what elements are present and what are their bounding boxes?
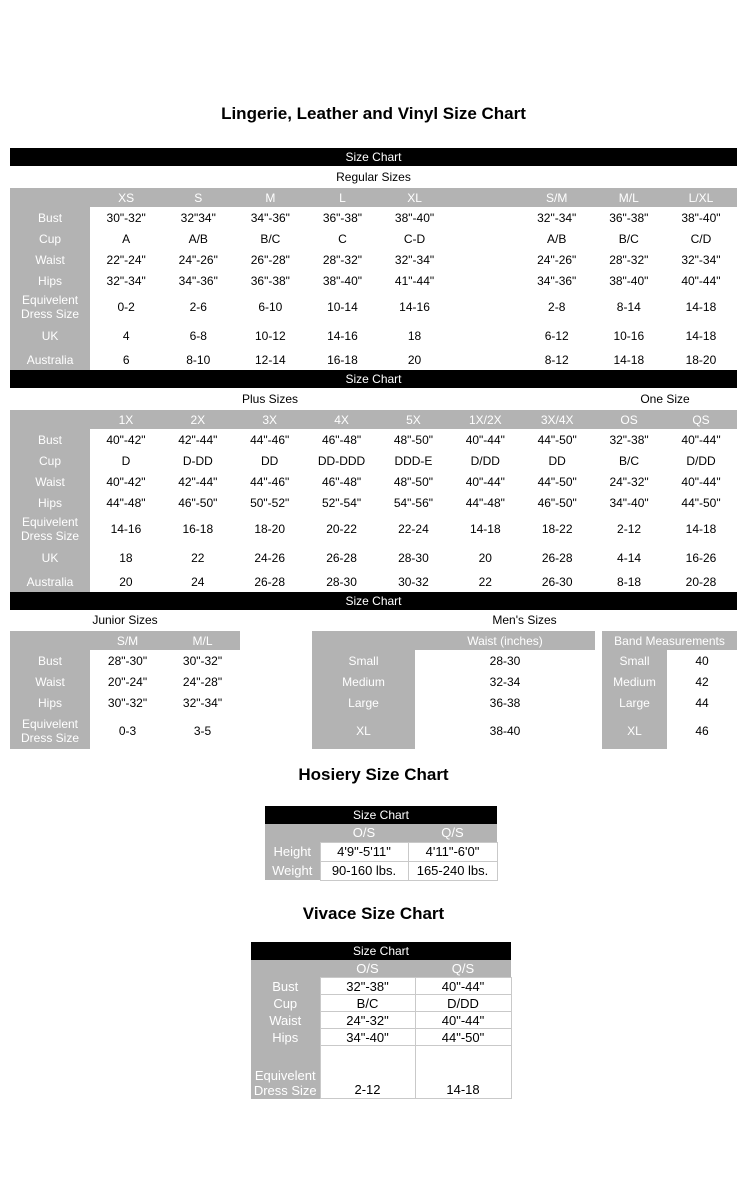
table-row	[265, 861, 497, 880]
table-row	[251, 1012, 511, 1029]
cell: 32"-34"	[537, 210, 577, 225]
size-chart-bar-regular: Size Chart	[10, 148, 737, 166]
cell: B/C	[260, 231, 281, 246]
row-label: XL	[312, 713, 415, 749]
column-header: Q/S	[415, 960, 511, 978]
size-chart-bar-plus: Size Chart	[10, 370, 737, 388]
cell: 44"-50"	[681, 495, 721, 510]
cell: B/C	[618, 231, 639, 246]
section-gap	[595, 692, 602, 713]
cell: 0-3	[118, 724, 137, 738]
cell: 48"-50"	[393, 474, 434, 489]
cell: 24"-26"	[537, 252, 577, 267]
table-row	[10, 291, 737, 323]
cell: 24"-32"	[609, 474, 649, 489]
section-gap	[595, 713, 602, 749]
gap-cell	[451, 349, 521, 370]
cell: 20	[119, 574, 133, 589]
column-header: S/M	[521, 188, 593, 207]
cell: 28-30	[489, 653, 521, 668]
cell: 26"-28"	[250, 252, 290, 267]
cell: A	[122, 231, 131, 246]
cell: A/B	[188, 231, 208, 246]
cell: 30-32	[398, 574, 429, 589]
gap-cell	[451, 249, 521, 270]
cell: 30"-32"	[182, 653, 223, 668]
cell: 24-26	[254, 551, 286, 565]
cell: 165-240 lbs.	[408, 861, 497, 880]
cell: 14-16	[110, 522, 142, 536]
column-header: Waist (inches)	[415, 631, 595, 650]
row-label: Australia	[10, 349, 90, 370]
column-header: 5X	[378, 410, 450, 429]
table-row	[265, 842, 497, 861]
column-header: XS	[90, 188, 162, 207]
header-row	[10, 410, 737, 429]
cell: 46"-48"	[321, 432, 362, 447]
plus-sizes-table	[10, 410, 737, 592]
table-row	[10, 228, 737, 249]
table-row	[10, 650, 240, 671]
cell: 14-16	[327, 329, 358, 343]
cell: 0-2	[117, 300, 135, 314]
cell: 14-18	[685, 522, 717, 536]
cell: 42"-44"	[178, 432, 218, 447]
row-label: Medium	[602, 671, 667, 692]
cell: 18-22	[541, 522, 573, 536]
table-row	[10, 270, 737, 291]
cell: C/D	[690, 231, 712, 246]
cell: 8-14	[616, 300, 641, 314]
row-label: Small	[602, 650, 667, 671]
cell: 44	[695, 695, 709, 710]
cell: 40"-42"	[106, 474, 146, 489]
table-row	[10, 207, 737, 228]
cell: 14-16	[399, 300, 430, 314]
cell: 34"-40"	[609, 495, 649, 510]
column-header: Band Measurements	[602, 631, 737, 650]
cell: 26-28	[254, 574, 286, 589]
column-header: M	[234, 188, 306, 207]
cell: 8-12	[544, 352, 569, 367]
gap-cell	[451, 323, 521, 349]
row-label: Australia	[10, 571, 90, 592]
cell: 40"-44"	[465, 432, 505, 447]
cell: 36"-38"	[250, 273, 290, 288]
row-label: Cup	[10, 450, 90, 471]
row-label: Waist	[10, 671, 90, 692]
cell: 40"-44"	[415, 978, 511, 995]
column-header: L	[306, 188, 378, 207]
junior-sizes-table	[10, 631, 240, 749]
row-label: Bust	[251, 978, 320, 995]
table-row	[312, 713, 737, 749]
cell: 20	[407, 352, 422, 367]
cell: 44"-50"	[537, 432, 577, 447]
row-label: Height	[265, 842, 320, 861]
row-label: Equivelent Dress Size	[10, 513, 90, 545]
cell: 38"-40"	[681, 210, 721, 225]
plus-sizes-heading: Plus Sizes	[241, 392, 299, 406]
cell: 2-12	[320, 1046, 415, 1099]
cell: 30"-32"	[107, 695, 148, 710]
vivace-title: Vivace Size Chart	[302, 903, 445, 923]
row-label: Hips	[10, 492, 90, 513]
cell: B/C	[619, 453, 640, 468]
column-header: O/S	[320, 824, 408, 842]
one-size-heading: One Size	[640, 392, 690, 406]
cell: 6-8	[189, 329, 207, 343]
table-row	[312, 650, 737, 671]
cell: 10-12	[254, 329, 286, 343]
cell: 14-18	[685, 329, 717, 343]
table-row	[10, 429, 737, 450]
cell: 14-18	[469, 522, 501, 536]
cell: 54"-56"	[393, 495, 434, 510]
cell: B/C	[320, 995, 415, 1012]
cell: 46	[695, 724, 709, 738]
row-label: Equivelent Dress Size	[251, 1046, 320, 1099]
cell: D/DD	[415, 995, 511, 1012]
gap-cell	[451, 228, 521, 249]
column-header: Q/S	[408, 824, 497, 842]
gap-cell	[451, 270, 521, 291]
cell: 14-18	[613, 352, 645, 367]
cell: 48"-50"	[393, 432, 434, 447]
table-row	[251, 1046, 511, 1099]
cell: 32"-38"	[320, 978, 415, 995]
cell: 40"-44"	[681, 474, 721, 489]
table-row	[10, 492, 737, 513]
cell: 32"-38"	[609, 432, 649, 447]
column-header: 2X	[162, 410, 234, 429]
cell: 3-5	[193, 724, 212, 738]
cell: 2-8	[548, 300, 566, 314]
cell: 26-28	[541, 551, 573, 565]
row-label: XL	[602, 713, 667, 749]
cell: 20	[478, 551, 492, 565]
cell: 28"-30"	[107, 653, 148, 668]
row-label: UK	[10, 545, 90, 571]
column-header: S	[162, 188, 234, 207]
cell: 28-30	[326, 574, 357, 589]
cell: 6-12	[544, 329, 569, 343]
cell: 18-20	[685, 352, 717, 367]
column-header: XL	[378, 188, 450, 207]
row-label: Waist	[10, 471, 90, 492]
column-header: 4X	[306, 410, 378, 429]
size-chart-bar-junior-mens: Size Chart	[10, 592, 737, 610]
section-gap	[595, 631, 602, 650]
row-label: Large	[602, 692, 667, 713]
cell: 30"-32"	[106, 210, 146, 225]
cell: 4'11"-6'0"	[408, 842, 497, 861]
cell: D/DD	[686, 453, 716, 468]
header-row	[251, 960, 511, 978]
cell: 36-38	[489, 695, 521, 710]
cell: 20-22	[326, 522, 357, 536]
cell: 28"-32"	[322, 252, 363, 267]
header-row	[10, 188, 737, 207]
row-label: UK	[10, 323, 90, 349]
cell: 40"-44"	[681, 273, 721, 288]
cell: 42"-44"	[178, 474, 218, 489]
column-header: 1X/2X	[449, 410, 521, 429]
cell: 24	[191, 574, 205, 589]
cell: 18-20	[254, 522, 286, 536]
cell: 18	[119, 551, 133, 565]
hosiery-table	[265, 824, 498, 881]
cell: D-DD	[182, 453, 213, 468]
header-row	[10, 631, 240, 650]
cell: DD	[548, 453, 566, 468]
cell: 32"-34"	[106, 273, 146, 288]
table-row	[10, 471, 737, 492]
cell: 4'9"-5'11"	[320, 842, 408, 861]
cell: DD	[261, 453, 279, 468]
gap-header-cell	[451, 188, 521, 207]
table-row	[10, 571, 737, 592]
column-header: 3X	[234, 410, 306, 429]
column-header: 3X/4X	[521, 410, 593, 429]
cell: 22	[478, 574, 492, 589]
cell: D	[121, 453, 131, 468]
cell: 2-6	[189, 300, 207, 314]
cell: 24"-26"	[178, 252, 218, 267]
regular-sizes-table	[10, 188, 737, 370]
column-header: M/L	[165, 631, 240, 650]
table-row	[312, 671, 737, 692]
cell: 90-160 lbs.	[320, 861, 408, 880]
cell: 42	[695, 674, 709, 689]
cell: 4	[122, 329, 130, 343]
cell: 20"-24"	[107, 674, 148, 689]
cell: 36"-38"	[609, 210, 649, 225]
cell: 28-30	[398, 551, 429, 565]
junior-mens-headings	[10, 610, 737, 631]
column-header: 1X	[90, 410, 162, 429]
cell: 38"-40"	[394, 210, 435, 225]
table-row	[10, 713, 240, 749]
column-header: L/XL	[665, 188, 737, 207]
regular-sizes-heading: Regular Sizes	[336, 170, 411, 184]
cell: 40"-44"	[415, 1012, 511, 1029]
cell: 32"34"	[180, 210, 216, 225]
cell: 16-18	[182, 522, 214, 536]
cell: 10-14	[327, 300, 358, 314]
header-spacer	[265, 824, 320, 842]
cell: 40	[695, 653, 709, 668]
cell: 44"-50"	[415, 1029, 511, 1046]
row-label: Hips	[10, 692, 90, 713]
gap-cell	[451, 207, 521, 228]
cell: 40"-44"	[465, 474, 505, 489]
cell: 16-18	[327, 352, 358, 367]
mens-sizes-table	[312, 631, 737, 749]
cell: 44"-48"	[106, 495, 146, 510]
row-label: Cup	[10, 228, 90, 249]
row-label: Bust	[10, 207, 90, 228]
row-label: Cup	[251, 995, 320, 1012]
cell: 10-16	[613, 329, 645, 343]
cell: 46"-50"	[537, 495, 577, 510]
row-label: Hips	[251, 1029, 320, 1046]
cell: 6	[122, 352, 130, 367]
junior-sizes-heading: Junior Sizes	[92, 613, 158, 627]
plus-one-size-headings	[10, 388, 737, 410]
cell: 24"-32"	[320, 1012, 415, 1029]
header-spacer	[10, 410, 90, 429]
row-label: Small	[312, 650, 415, 671]
cell: 6-10	[258, 300, 283, 314]
cell: 40"-44"	[681, 432, 721, 447]
cell: 46"-50"	[178, 495, 218, 510]
header-spacer	[312, 631, 415, 650]
table-row	[10, 671, 240, 692]
row-label: Hips	[10, 270, 90, 291]
cell: 22-24	[398, 522, 429, 536]
row-label: Bust	[10, 429, 90, 450]
table-row	[10, 513, 737, 545]
row-label: Medium	[312, 671, 415, 692]
cell: 44"-46"	[250, 474, 290, 489]
cell: 28"-32"	[609, 252, 649, 267]
cell: 32"-34"	[681, 252, 721, 267]
header-row	[312, 631, 737, 650]
junior-mens-tables	[10, 631, 737, 749]
cell: 2-12	[617, 522, 642, 536]
cell: 20-28	[685, 574, 717, 589]
cell: 16-26	[685, 551, 717, 565]
cell: 24"-28"	[182, 674, 223, 689]
cell: 34"-36"	[537, 273, 577, 288]
cell: 8-18	[617, 574, 642, 589]
gap-cell	[451, 291, 521, 323]
table-row	[251, 978, 511, 995]
section-gap	[595, 650, 602, 671]
column-header: S/M	[90, 631, 165, 650]
header-row	[265, 824, 497, 842]
cell: DDD-E	[394, 453, 433, 468]
cell: 26-30	[541, 574, 573, 589]
column-header: QS	[665, 410, 737, 429]
cell: 22"-24"	[106, 252, 146, 267]
row-label: Bust	[10, 650, 90, 671]
row-label: Equivelent Dress Size	[10, 291, 90, 323]
cell: 34"-36"	[250, 210, 290, 225]
size-chart-bar-vivace: Size Chart	[251, 942, 511, 960]
row-label: Weight	[265, 861, 320, 880]
cell: 44"-46"	[250, 432, 290, 447]
row-label: Large	[312, 692, 415, 713]
table-row	[10, 323, 737, 349]
row-label: Waist	[251, 1012, 320, 1029]
size-chart-bar-hosiery: Size Chart	[265, 806, 497, 824]
table-row	[10, 545, 737, 571]
column-header: OS	[593, 410, 665, 429]
table-row	[10, 249, 737, 270]
mens-sizes-heading: Men's Sizes	[492, 613, 557, 627]
table-row	[251, 995, 511, 1012]
header-spacer	[10, 631, 90, 650]
cell: 36"-38"	[322, 210, 363, 225]
hosiery-title: Hosiery Size Chart	[298, 765, 449, 784]
cell: 26-28	[326, 551, 357, 565]
table-row	[10, 450, 737, 471]
cell: 38"-40"	[609, 273, 649, 288]
cell: 12-14	[254, 352, 286, 367]
column-header: M/L	[593, 188, 665, 207]
cell: 38-40	[489, 724, 521, 738]
cell: 52"-54"	[321, 495, 362, 510]
cell: 18	[407, 329, 422, 343]
cell: 34"-36"	[178, 273, 218, 288]
cell: 32-34	[489, 674, 521, 689]
cell: 4-14	[617, 551, 642, 565]
cell: 46"-48"	[321, 474, 362, 489]
table-row	[312, 692, 737, 713]
row-label: Equivelent Dress Size	[10, 713, 90, 749]
table-row	[251, 1029, 511, 1046]
cell: 22	[191, 551, 205, 565]
cell: 50"-52"	[250, 495, 290, 510]
cell: DD-DDD	[317, 453, 366, 468]
cell: 8-10	[186, 352, 211, 367]
cell: 14-18	[415, 1046, 511, 1099]
cell: 32"-34"	[182, 695, 223, 710]
table-row	[10, 349, 737, 370]
section-gap	[595, 671, 602, 692]
cell: C	[338, 231, 347, 246]
cell: A/B	[547, 231, 567, 246]
vivace-table	[251, 960, 512, 1100]
page-title: Lingerie, Leather and Vinyl Size Chart	[221, 104, 526, 123]
cell: 44"-48"	[465, 495, 505, 510]
cell: 38"-40"	[322, 273, 363, 288]
row-label: Waist	[10, 249, 90, 270]
cell: 32"-34"	[394, 252, 435, 267]
cell: 40"-42"	[106, 432, 146, 447]
column-header: O/S	[320, 960, 415, 978]
cell: 41"-44"	[394, 273, 435, 288]
table-row	[10, 692, 240, 713]
header-spacer	[251, 960, 320, 978]
cell: 34"-40"	[320, 1029, 415, 1046]
cell: C-D	[403, 231, 426, 246]
cell: 44"-50"	[537, 474, 577, 489]
cell: 14-18	[685, 300, 717, 314]
cell: D/DD	[470, 453, 500, 468]
header-spacer	[10, 188, 90, 207]
